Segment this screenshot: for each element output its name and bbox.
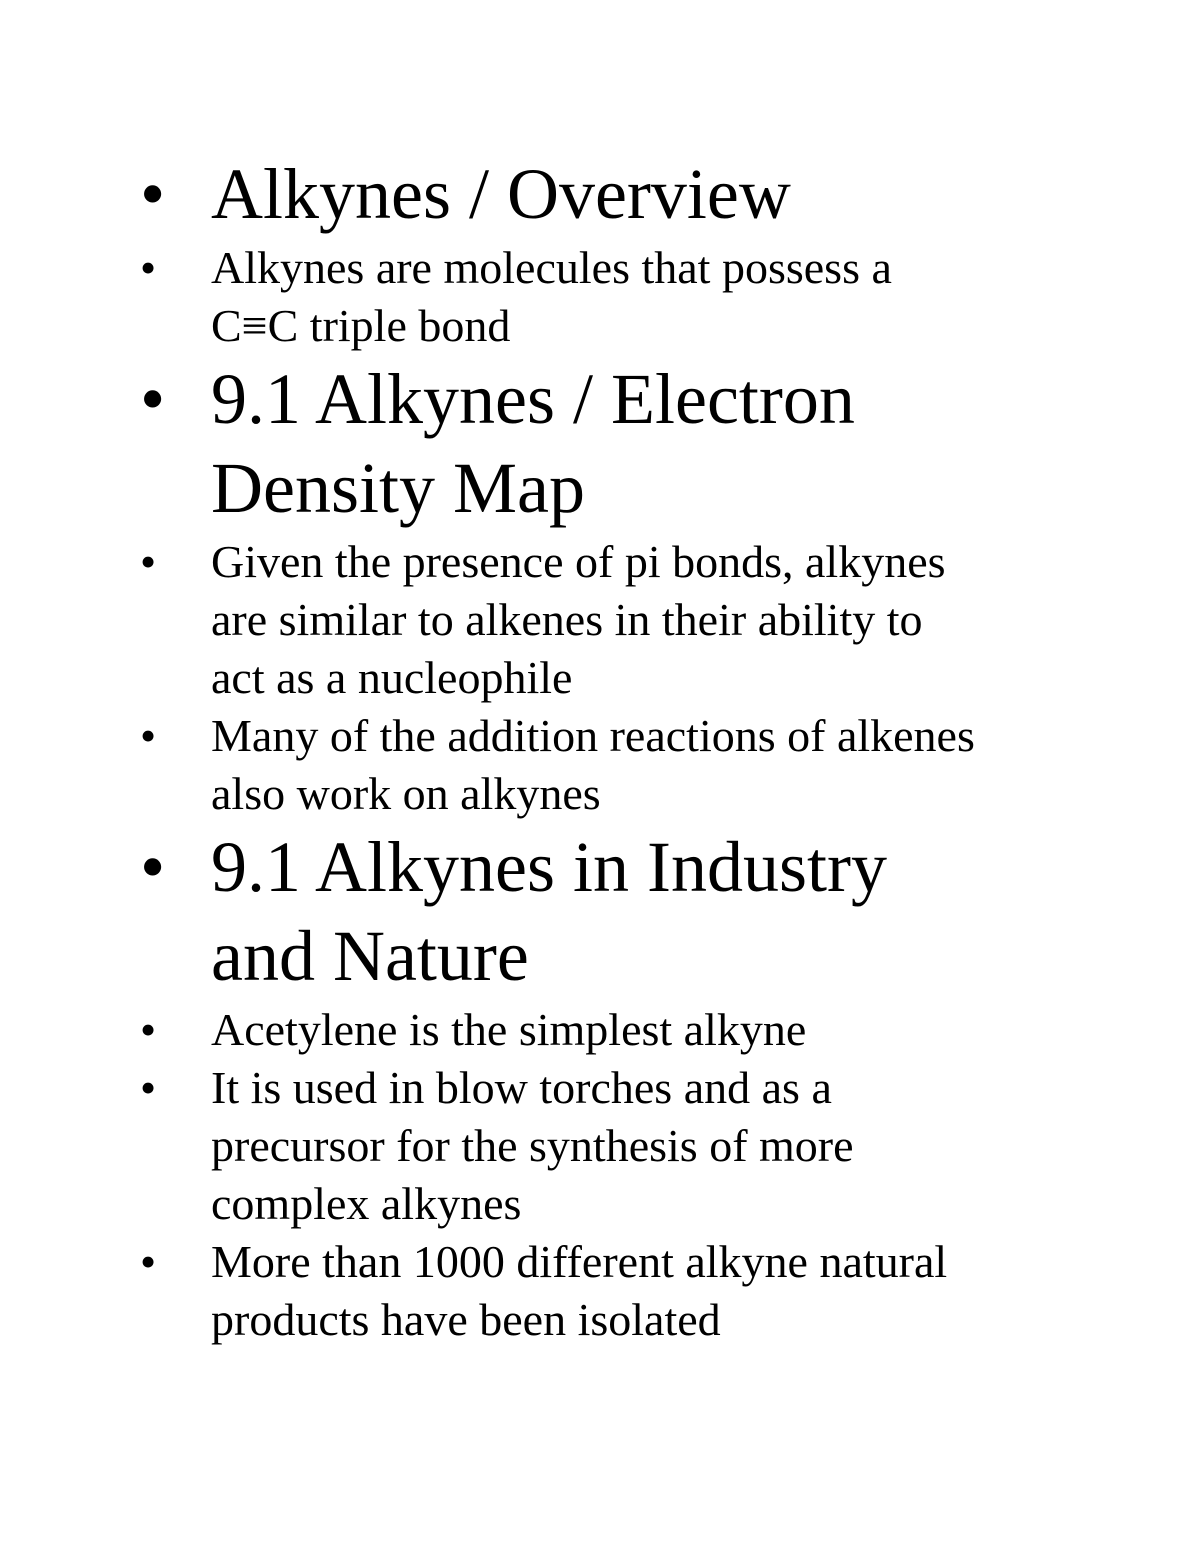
bullet-marker: • [140, 359, 166, 439]
bullet-text: Alkynes are molecules that possess a C≡C triple bond [211, 242, 892, 351]
bullet-acetylene [140, 1001, 1100, 1059]
heading-text: Alkynes / Overview [211, 154, 791, 234]
bullet-natural-products [140, 1233, 1100, 1349]
heading-text: 9.1 Alkynes / Electron Density Map [211, 359, 855, 528]
bullet-text: More than 1000 different alkyne natural products have been isolated [211, 1236, 948, 1345]
bullet-blow-torches [140, 1059, 1100, 1233]
bullet-pi-bonds-nucleophile [140, 533, 1100, 707]
bullet-text: It is used in blow torches and as a precursor for the synthesis of more complex alkynes [211, 1062, 854, 1229]
heading-electron-density-map [140, 355, 1100, 533]
bullet-marker: • [140, 1236, 157, 1287]
heading-alkynes-overview [140, 150, 1100, 239]
bullet-marker: • [140, 827, 166, 907]
bullet-marker: • [140, 1062, 157, 1113]
bullet-marker: • [140, 154, 166, 234]
heading-industry-and-nature [140, 823, 1100, 1001]
bullet-text: Given the presence of pi bonds, alkynes are similar to alkenes in their ability to act as a nucleophile [211, 536, 946, 703]
bullet-marker: • [140, 710, 157, 761]
heading-text: 9.1 Alkynes in Industry and Nature [211, 827, 887, 996]
bullet-marker: • [140, 242, 157, 293]
bullet-marker: • [140, 536, 157, 587]
bullet-addition-reactions [140, 707, 1100, 823]
bullet-text: Acetylene is the simplest alkyne [211, 1004, 807, 1055]
bullet-text: Many of the addition reactions of alkenes also work on alkynes [211, 710, 975, 819]
bullet-list [140, 150, 1100, 1349]
bullet-alkynes-definition [140, 239, 1100, 355]
bullet-marker: • [140, 1004, 157, 1055]
